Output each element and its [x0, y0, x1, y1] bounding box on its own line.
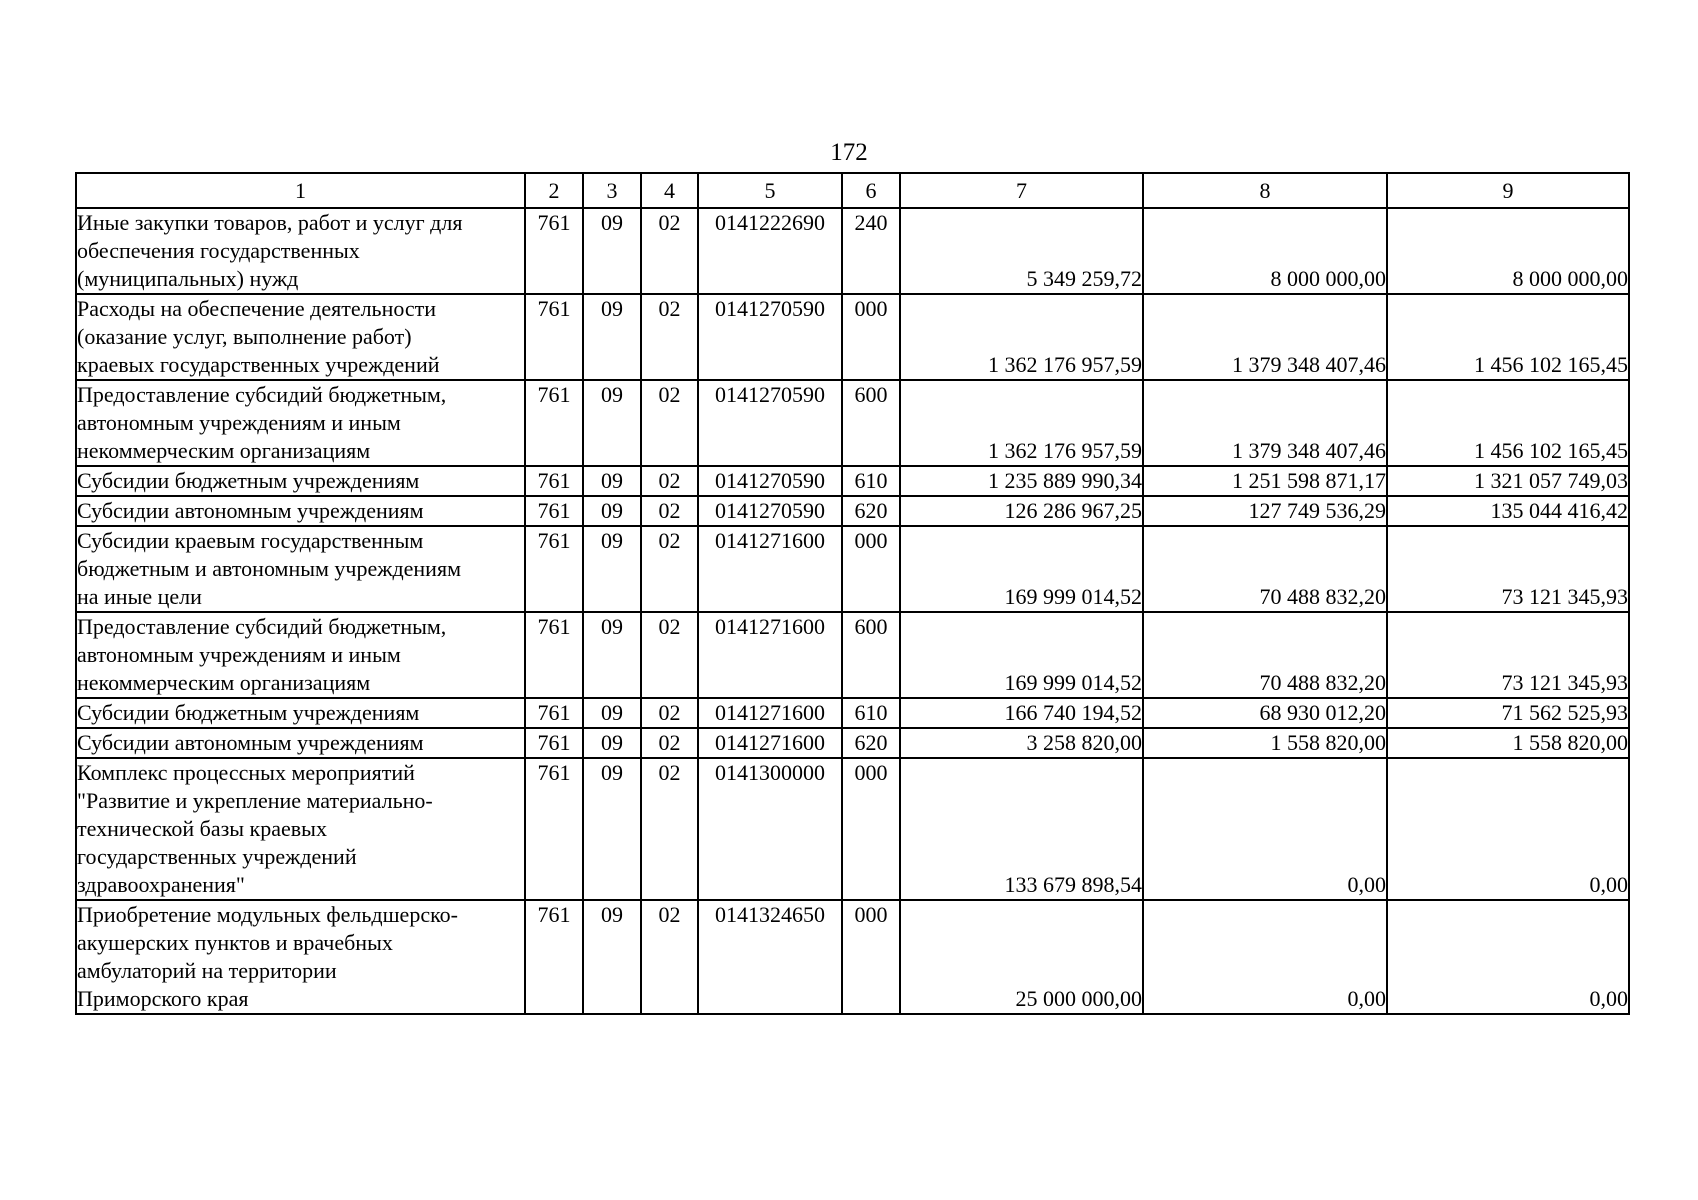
row-name-cell — [76, 380, 525, 466]
row-name-line: Приморского края — [77, 986, 249, 1011]
admin-code-cell: 761 — [525, 208, 583, 294]
row-name-line: акушерских пунктов и врачебных — [77, 930, 393, 955]
section-cell: 09 — [583, 294, 641, 380]
row-name-cell — [76, 526, 525, 612]
expense-type-cell: 610 — [842, 698, 900, 728]
amount-cell-2: 1 251 598 871,17 — [1143, 466, 1387, 496]
amount-cell-3: 135 044 416,42 — [1387, 496, 1629, 526]
row-name-line: Приобретение модульных фельдшерско- — [77, 902, 458, 927]
row-name-cell — [76, 294, 525, 380]
admin-code-cell: 761 — [525, 526, 583, 612]
amount-cell-1: 166 740 194,52 — [900, 698, 1143, 728]
page-number: 172 — [830, 139, 868, 166]
expense-type-cell: 610 — [842, 466, 900, 496]
row-name-line: государственных учреждений — [77, 844, 357, 869]
admin-code-cell: 761 — [525, 698, 583, 728]
amount-cell-1: 5 349 259,72 — [900, 208, 1143, 294]
target-article-cell: 0141270590 — [698, 380, 842, 466]
amount-cell-1: 1 235 889 990,34 — [900, 466, 1143, 496]
amount-cell-2: 70 488 832,20 — [1143, 612, 1387, 698]
row-name-line: Предоставление субсидий бюджетным, — [77, 614, 447, 639]
row-name-line: некоммерческим организациям — [77, 438, 371, 463]
table-row — [76, 208, 1629, 294]
table-row — [76, 380, 1629, 466]
column-header: 3 — [583, 173, 641, 208]
row-name-line: "Развитие и укрепление материально- — [77, 788, 433, 813]
row-name-cell — [76, 208, 525, 294]
amount-cell-2: 8 000 000,00 — [1143, 208, 1387, 294]
column-header: 5 — [698, 173, 842, 208]
target-article-cell: 0141270590 — [698, 496, 842, 526]
amount-cell-3: 1 558 820,00 — [1387, 728, 1629, 758]
section-cell: 09 — [583, 728, 641, 758]
amount-cell-2: 70 488 832,20 — [1143, 526, 1387, 612]
table-row — [76, 496, 1629, 526]
column-header: 8 — [1143, 173, 1387, 208]
column-header: 7 — [900, 173, 1143, 208]
subsection-cell: 02 — [641, 612, 698, 698]
row-name-line: Субсидии бюджетным учреждениям — [77, 468, 420, 493]
admin-code-cell: 761 — [525, 496, 583, 526]
row-name-line: здравоохранения" — [77, 872, 245, 897]
table-row — [76, 526, 1629, 612]
row-name-cell — [76, 900, 525, 1014]
expense-type-cell: 000 — [842, 900, 900, 1014]
amount-cell-3: 1 321 057 749,03 — [1387, 466, 1629, 496]
amount-cell-1: 1 362 176 957,59 — [900, 380, 1143, 466]
admin-code-cell: 761 — [525, 380, 583, 466]
target-article-cell: 0141222690 — [698, 208, 842, 294]
row-name-cell — [76, 698, 525, 728]
column-header: 1 — [76, 173, 525, 208]
amount-cell-3: 73 121 345,93 — [1387, 526, 1629, 612]
table-row — [76, 698, 1629, 728]
admin-code-cell: 761 — [525, 728, 583, 758]
table-row — [76, 612, 1629, 698]
table-row — [76, 728, 1629, 758]
section-cell: 09 — [583, 526, 641, 612]
amount-cell-3: 0,00 — [1387, 900, 1629, 1014]
amount-cell-2: 68 930 012,20 — [1143, 698, 1387, 728]
target-article-cell: 0141271600 — [698, 728, 842, 758]
subsection-cell: 02 — [641, 900, 698, 1014]
budget-table — [75, 172, 1630, 1015]
admin-code-cell: 761 — [525, 612, 583, 698]
subsection-cell: 02 — [641, 758, 698, 900]
amount-cell-1: 3 258 820,00 — [900, 728, 1143, 758]
admin-code-cell: 761 — [525, 466, 583, 496]
section-cell: 09 — [583, 466, 641, 496]
section-cell: 09 — [583, 496, 641, 526]
row-name-line: Иные закупки товаров, работ и услуг для — [77, 210, 463, 235]
row-name-line: Предоставление субсидий бюджетным, — [77, 382, 447, 407]
expense-type-cell: 000 — [842, 758, 900, 900]
row-name-cell — [76, 466, 525, 496]
target-article-cell: 0141271600 — [698, 526, 842, 612]
table-row — [76, 294, 1629, 380]
row-name-line: Субсидии бюджетным учреждениям — [77, 700, 420, 725]
subsection-cell: 02 — [641, 466, 698, 496]
row-name-line: Субсидии автономным учреждениям — [77, 730, 424, 755]
expense-type-cell: 600 — [842, 612, 900, 698]
subsection-cell: 02 — [641, 294, 698, 380]
row-name-line: обеспечения государственных — [77, 238, 360, 263]
admin-code-cell: 761 — [525, 758, 583, 900]
column-header: 6 — [842, 173, 900, 208]
section-cell: 09 — [583, 758, 641, 900]
row-name-line: Расходы на обеспечение деятельности — [77, 296, 437, 321]
subsection-cell: 02 — [641, 208, 698, 294]
amount-cell-1: 1 362 176 957,59 — [900, 294, 1143, 380]
row-name-line: технической базы краевых — [77, 816, 327, 841]
header-row — [76, 173, 1629, 208]
column-header: 4 — [641, 173, 698, 208]
row-name-line: краевых государственных учреждений — [77, 352, 440, 377]
table-row — [76, 900, 1629, 1014]
target-article-cell: 0141300000 — [698, 758, 842, 900]
subsection-cell: 02 — [641, 698, 698, 728]
target-article-cell: 0141324650 — [698, 900, 842, 1014]
section-cell: 09 — [583, 380, 641, 466]
subsection-cell: 02 — [641, 496, 698, 526]
amount-cell-2: 1 379 348 407,46 — [1143, 380, 1387, 466]
amount-cell-2: 0,00 — [1143, 758, 1387, 900]
amount-cell-1: 25 000 000,00 — [900, 900, 1143, 1014]
amount-cell-3: 1 456 102 165,45 — [1387, 294, 1629, 380]
row-name-line: автономным учреждениям и иным — [77, 642, 401, 667]
amount-cell-3: 1 456 102 165,45 — [1387, 380, 1629, 466]
row-name-cell — [76, 758, 525, 900]
section-cell: 09 — [583, 208, 641, 294]
admin-code-cell: 761 — [525, 900, 583, 1014]
row-name-line: (муниципальных) нужд — [77, 266, 299, 291]
amount-cell-2: 0,00 — [1143, 900, 1387, 1014]
target-article-cell: 0141270590 — [698, 466, 842, 496]
row-name-line: Комплекс процессных мероприятий — [77, 760, 415, 785]
section-cell: 09 — [583, 698, 641, 728]
subsection-cell: 02 — [641, 728, 698, 758]
amount-cell-1: 133 679 898,54 — [900, 758, 1143, 900]
row-name-line: амбулаторий на территории — [77, 958, 337, 983]
amount-cell-3: 8 000 000,00 — [1387, 208, 1629, 294]
subsection-cell: 02 — [641, 380, 698, 466]
section-cell: 09 — [583, 612, 641, 698]
amount-cell-3: 71 562 525,93 — [1387, 698, 1629, 728]
row-name-cell — [76, 496, 525, 526]
amount-cell-1: 126 286 967,25 — [900, 496, 1143, 526]
subsection-cell: 02 — [641, 526, 698, 612]
column-header: 9 — [1387, 173, 1629, 208]
target-article-cell: 0141271600 — [698, 698, 842, 728]
section-cell: 09 — [583, 900, 641, 1014]
expense-type-cell: 620 — [842, 496, 900, 526]
row-name-cell — [76, 612, 525, 698]
expense-type-cell: 240 — [842, 208, 900, 294]
column-header: 2 — [525, 173, 583, 208]
amount-cell-2: 1 379 348 407,46 — [1143, 294, 1387, 380]
amount-cell-2: 127 749 536,29 — [1143, 496, 1387, 526]
row-name-line: автономным учреждениям и иным — [77, 410, 401, 435]
expense-type-cell: 600 — [842, 380, 900, 466]
row-name-line: некоммерческим организациям — [77, 670, 371, 695]
target-article-cell: 0141270590 — [698, 294, 842, 380]
amount-cell-2: 1 558 820,00 — [1143, 728, 1387, 758]
amount-cell-3: 0,00 — [1387, 758, 1629, 900]
row-name-line: Субсидии краевым государственным — [77, 528, 424, 553]
amount-cell-3: 73 121 345,93 — [1387, 612, 1629, 698]
table-row — [76, 758, 1629, 900]
row-name-line: (оказание услуг, выполнение работ) — [77, 324, 412, 349]
admin-code-cell: 761 — [525, 294, 583, 380]
expense-type-cell: 000 — [842, 526, 900, 612]
row-name-line: Субсидии автономным учреждениям — [77, 498, 424, 523]
table-row — [76, 466, 1629, 496]
expense-type-cell: 620 — [842, 728, 900, 758]
expense-type-cell: 000 — [842, 294, 900, 380]
target-article-cell: 0141271600 — [698, 612, 842, 698]
amount-cell-1: 169 999 014,52 — [900, 526, 1143, 612]
amount-cell-1: 169 999 014,52 — [900, 612, 1143, 698]
row-name-line: бюджетным и автономным учреждениям — [77, 556, 462, 581]
row-name-line: на иные цели — [77, 584, 202, 609]
row-name-cell — [76, 728, 525, 758]
